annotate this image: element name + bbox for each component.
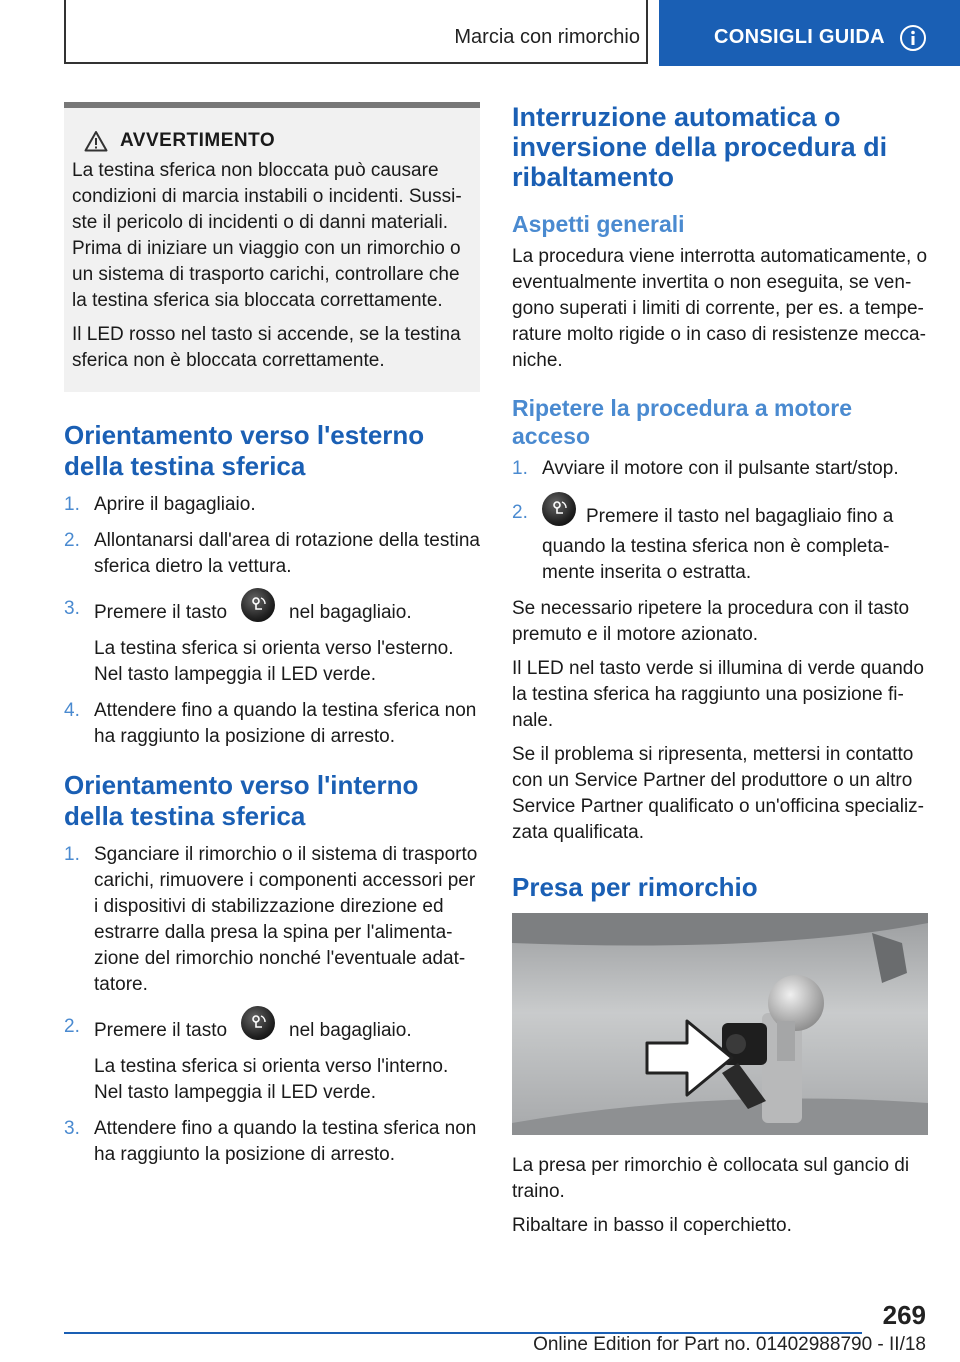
step-number: 1. <box>512 458 528 479</box>
list-item <box>64 528 480 580</box>
footer-edition: Online Edition for Part no. 01402988790 - II/18 <box>533 1334 926 1355</box>
steps-outward <box>64 492 480 750</box>
steps-repeat <box>512 456 928 586</box>
header-section-title: Marcia con rimorchio <box>454 26 640 48</box>
body-paragraph: Se il problema si ripresenta, mettersi in contatto con un Service Partner del produttore o un altro Service Partner qualificato o un'officina specializzata qualificata. <box>512 744 924 843</box>
section-title-auto: Interruzione automatica o inversione della procedura di ribaltamento <box>512 102 888 192</box>
header-chapter-tab <box>659 0 960 66</box>
step-text: Avviare il motore con il pulsante start/stop. <box>542 458 899 479</box>
tow-hitch-button-icon <box>542 492 576 526</box>
steps-inward <box>64 842 480 1168</box>
step-text: Sganciare il rimorchio o il sistema di trasporto carichi, rimuovere i componenti accessori per i dispositivi di stabilizzazione direzione ed estrarre dalla presa la spina per l'alimentazione del rimorchio nonché l'eventuale adattatore. <box>94 844 478 995</box>
step-text-after: nel bagagliaio. <box>289 602 412 624</box>
list-item <box>512 500 928 586</box>
step-number: 2. <box>512 502 528 523</box>
step-text: Attendere fino a quando la testina sferica non ha raggiunto la posizione di arresto. <box>94 1118 477 1165</box>
step-text-before: Premere il tasto <box>94 1020 228 1042</box>
warning-title: AVVERTIMENTO <box>120 130 276 151</box>
warning-paragraph: Il LED rosso nel tasto si accende, se la testina sferica non è bloccata correttamente. <box>72 324 461 371</box>
step-text-before: Premere il tasto <box>94 602 228 624</box>
step-number: 2. <box>64 1016 80 1037</box>
warning-heading <box>84 130 470 152</box>
step-text: Aprire il bagagliaio. <box>94 494 256 515</box>
step-number: 3. <box>64 598 80 619</box>
warning-paragraph: La testina sferica non bloccata può causare condizioni di marcia instabili o incidenti. Sussiste il pericolo di incidenti o di danni materiali. Prima di iniziare un viaggio con un rimorchio o un sistema di trasporto carichi, controllare che la testina sferica sia bloccata correttamente. <box>72 160 462 311</box>
list-item <box>64 596 480 688</box>
step-text: Premere il tasto nel bagagliaio fino a quando la testina sferica non è completamente inserita o estratta. <box>542 506 894 583</box>
step-note: La testina sferica si orienta verso l'interno. Nel tasto lampeggia il LED verde. <box>94 1056 449 1103</box>
step-number: 3. <box>64 1118 80 1139</box>
step-text-after: nel bagagliaio. <box>289 1020 412 1042</box>
section-title-inward: Orientamento verso l'interno della testina sferica <box>64 770 419 831</box>
socket-paragraph: Ribaltare in basso il coperchietto. <box>512 1215 792 1236</box>
step-text: Allontanarsi dall'area di rotazione della testina sferica dietro la vettura. <box>94 530 480 577</box>
warning-box <box>64 102 480 392</box>
body-paragraph: Se necessario ripetere la procedura con il tasto premuto e il motore azionato. <box>512 598 910 645</box>
tow-hitch-button-icon <box>241 1006 275 1040</box>
body-paragraph: Il LED nel tasto verde si illumina di verde quando la testina sferica ha raggiunto una posizione finale. <box>512 658 924 731</box>
list-item <box>512 456 928 482</box>
socket-paragraph: La presa per rimorchio è collocata sul gancio di traino. <box>512 1155 910 1202</box>
list-item <box>64 1014 480 1106</box>
page-number: 269 <box>882 1300 926 1330</box>
step-number: 4. <box>64 700 80 721</box>
right-column <box>512 102 928 1247</box>
tow-hitch-button-icon <box>241 588 275 622</box>
subsection-title-general: Aspetti generali <box>512 211 685 237</box>
list-item <box>64 698 480 750</box>
warning-triangle-icon <box>84 130 108 152</box>
list-item <box>64 1116 480 1168</box>
list-item <box>64 842 480 998</box>
info-icon <box>899 24 927 52</box>
step-number: 2. <box>64 530 80 551</box>
section-title-outward: Orientamento verso l'esterno della testina sferica <box>64 420 425 481</box>
step-text: Attendere fino a quando la testina sferica non ha raggiunto la posizione di arresto. <box>94 700 477 747</box>
left-column <box>64 102 480 1178</box>
section-title-socket: Presa per rimorchio <box>512 872 758 902</box>
step-number: 1. <box>64 844 80 865</box>
list-item <box>64 492 480 518</box>
step-note: La testina sferica si orienta verso l'esterno. Nel tasto lampeggia il LED verde. <box>94 638 454 685</box>
trailer-socket-photo <box>512 913 928 1135</box>
step-number: 1. <box>64 494 80 515</box>
subsection-title-repeat: Ripetere la procedura a motore acceso <box>512 395 852 449</box>
general-paragraph: La procedura viene interrotta automaticamente, o eventualmente invertita o non eseguita, se vengono superati i limiti di corrente, per es. a temperature molto rigide o in caso di resistenze meccaniche. <box>512 246 928 371</box>
header-chapter-label: CONSIGLI GUIDA <box>714 26 885 48</box>
